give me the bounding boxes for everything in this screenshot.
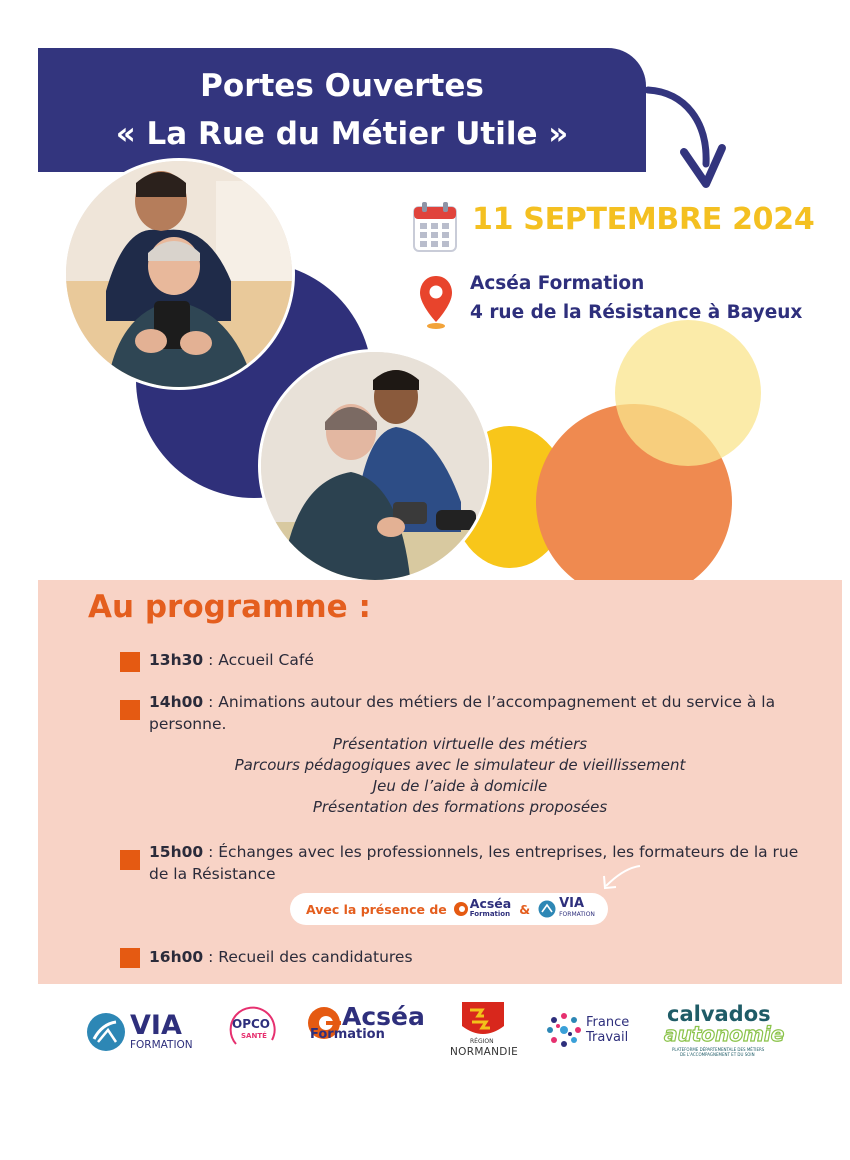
calvados-sub-2: DE L'ACCOMPAGNEMENT ET DU SOIN [680,1052,755,1057]
time-15h00: 15h00 [149,843,204,861]
sub-item-1: Présentation virtuelle des métiers [332,735,588,753]
calvados-name: calvados [667,1002,771,1026]
france-travail-dots-icon [546,1012,582,1048]
bullet-16h00 [120,948,140,968]
text-15h00: : Échanges avec les professionnels, les entreprises, les formateurs de la rue [203,843,799,861]
location-pin-icon [418,274,454,330]
via-logo-name: VIA [130,1010,182,1041]
region-label: RÉGION [470,1038,494,1045]
opco-logo-name: OPCO [232,1017,271,1031]
calvados-sub-1: PLATEFORME DÉPARTEMENTALE DES MÉTIERS [672,1047,765,1052]
event-date: 11 SEPTEMBRE 2024 [472,202,815,237]
title-line-2: « La Rue du Métier Utile » [115,116,569,152]
via-small-logo [538,898,595,920]
via-small-icon [538,900,556,918]
opco-logo-sub: SANTÉ [241,1032,267,1040]
programme-item-13h30 [149,649,314,671]
bullet-15h00 [120,850,140,870]
time-13h30: 13h30 [149,651,204,669]
time-14h00: 14h00 [149,693,204,711]
text-13h30: : Accueil Café [203,651,314,669]
curved-arrow-icon [640,82,730,192]
bullet-13h30 [120,652,140,672]
programme-item-16h00 [149,946,413,968]
photo-illustration-2 [261,352,492,583]
via-small-name: VIA [559,896,585,911]
programme-item-15h00 [149,841,809,885]
acsea-logo-name: Acséa [342,1002,425,1031]
region-name: NORMANDIE [450,1046,519,1058]
acsea-small-logo [453,896,512,919]
small-arrow-icon [596,862,644,894]
france-travail-line2: Travail [586,1030,629,1045]
text-14h00-line2: personne. [149,715,227,733]
via-formation-logo [86,1012,193,1052]
acsea-formation-logo [307,1002,425,1042]
normandie-lions-icon [460,1000,506,1040]
presence-pill [290,893,608,925]
programme-title: Au programme : [88,589,371,625]
presence-text: Avec la présence de [306,901,447,917]
calvados-autonomie-logo [664,1002,788,1062]
title-banner [38,48,646,172]
presence-amp: & [519,901,531,917]
sub-item-3: Jeu de l’aide à domicile [372,777,548,795]
bullet-14h00 [120,700,140,720]
photo-illustration-1 [66,161,295,390]
light-yellow-circle [615,320,761,466]
title-line-1: Portes Ouvertes [200,68,484,104]
sub-item-2: Parcours pédagogiques avec le simulateur de vieillissement [234,756,686,774]
photo-caregiver-with-elderly-woman-2 [258,349,492,583]
time-16h00: 16h00 [149,948,204,966]
opco-sante-logo [226,1004,280,1054]
autonomie-name: autonomie [664,1022,785,1046]
france-travail-line1: France [586,1015,630,1030]
france-travail-logo [546,1012,629,1048]
programme-item-14h00 [149,691,809,735]
acsea-logo-sub: Formation [310,1027,385,1042]
calendar-icon [412,201,458,253]
photo-caregiver-with-elderly-woman-1 [63,158,295,390]
via-logo-icon [86,1012,126,1052]
text-16h00: : Recueil des candidatures [203,948,413,966]
acsea-small-sub: Formation [469,910,511,918]
acsea-small-icon [453,901,469,917]
acsea-small-name: Acséa [469,896,512,911]
region-normandie-logo [450,1000,520,1060]
text-15h00-line2: de la Résistance [149,865,276,883]
via-logo-sub: FORMATION [130,1039,193,1051]
via-small-sub: FORMATION [559,911,595,918]
place-name: Acséa Formation [470,273,645,294]
place-address: 4 rue de la Résistance à Bayeux [470,302,803,323]
text-14h00: : Animations autour des métiers de l’accompagnement et du service à la [203,693,776,711]
sub-item-4: Présentation des formations proposées [312,798,608,816]
